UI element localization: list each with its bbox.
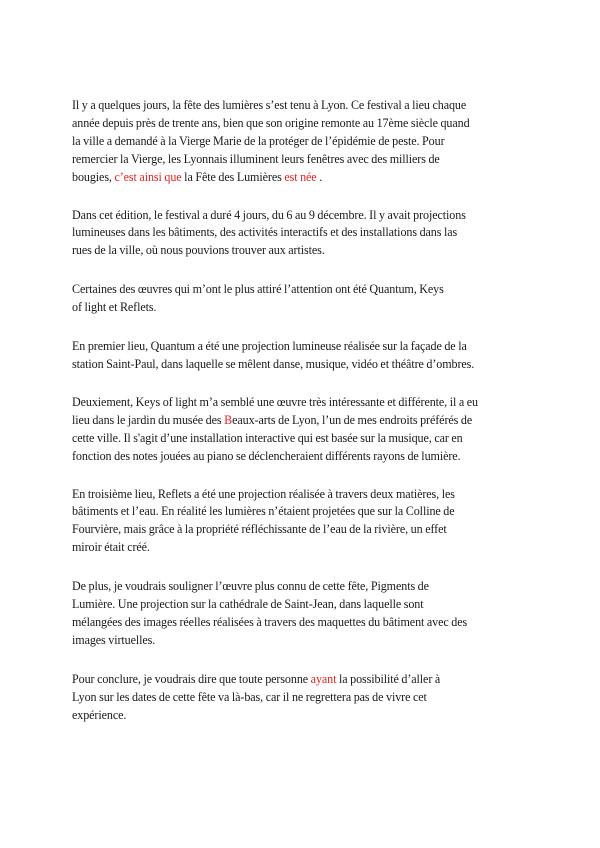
text-run: images virtuelles. (72, 632, 156, 647)
text-run: Il y a quelques jours, la fête des lumières s’est tenu à Lyon. Ce festival a lieu chaque (72, 98, 467, 112)
paragraph-edition (72, 207, 522, 261)
text-run: eaux-arts de Lyon, l’un de mes endroits préférés de (232, 412, 473, 427)
text-run: lumineuses dans les bâtiments, des activités interactifs et des installations dans las (72, 225, 458, 240)
text-line (72, 707, 522, 725)
text-line (72, 299, 522, 317)
highlighted-text: c’est ainsi que (114, 169, 182, 184)
document-body (72, 97, 522, 724)
text-line (72, 169, 522, 187)
text-run: Pour conclure, je voudrais dire que toute personne (72, 671, 311, 686)
text-line (72, 689, 522, 707)
text-run: En premier lieu, Quantum a été une projection lumineuse réalisée sur la façade de la (72, 339, 467, 354)
text-run: la ville a demandé à la Vierge Marie de la protéger de l’épidémie de peste. Pour (72, 133, 445, 148)
text-line (72, 394, 522, 412)
text-line (72, 632, 522, 650)
text-line (72, 356, 522, 374)
highlighted-text: ayant (310, 671, 337, 686)
text-line (72, 521, 522, 539)
paragraph-conclusion (72, 671, 522, 725)
paragraph-keys-of-light (72, 394, 522, 466)
text-line (72, 281, 522, 299)
text-run: Lumière. Une projection sur la cathédrale de Saint-Jean, dans laquelle sont (72, 597, 424, 612)
text-run: fonction des notes jouées au piano se déclencheraient différents rayons de lumière. (72, 448, 461, 463)
text-line (72, 412, 522, 430)
text-line (72, 596, 522, 614)
text-run: bougies, (72, 169, 115, 184)
paragraph-reflets (72, 486, 522, 558)
text-run: mélangées des images réelles réalisées à travers des maquettes du bâtiment avec des (72, 614, 468, 629)
text-run: Dans cet édition, le festival a duré 4 jours, du 6 au 9 décembre. Il y avait projections (72, 207, 466, 222)
text-run: cette ville. Il s'agit d’une installation interactive qui est basée sur la musique, car en (72, 430, 463, 445)
paragraph-fete-intro (72, 97, 522, 187)
text-line (72, 503, 522, 521)
text-run: bâtiments et l’eau. En réalité les lumières n’étaient projetées que sur la Colline de (72, 504, 455, 519)
text-run: la possibilité d’aller à (336, 671, 441, 686)
text-run: Lyon sur les dates de cette fête va là-bas, car il ne regrettera pas de vivre cet (72, 689, 427, 704)
text-line (72, 207, 522, 225)
text-line (72, 614, 522, 632)
text-run: of light et Reflets. (72, 300, 157, 315)
text-line (72, 133, 522, 151)
text-line (72, 486, 522, 504)
text-line (72, 448, 522, 466)
text-run: De plus, je voudrais souligner l’œuvre plus connu de cette fête, Pigments de (72, 579, 429, 594)
text-line (72, 671, 522, 689)
text-line (72, 115, 522, 133)
text-run: miroir était créé. (72, 540, 150, 555)
paragraph-pigments (72, 578, 522, 650)
text-run: expérience. (72, 707, 127, 722)
text-line (72, 578, 522, 596)
text-run: année depuis près de trente ans, bien que son origine remonte au 17ème siècle quand (72, 115, 470, 130)
text-run: . (316, 169, 323, 184)
text-run: rues de la ville, où nous pouvions trouver aux artistes. (72, 243, 325, 258)
text-run: En troisième lieu, Reflets a été une projection réalisée à travers deux matières, les (72, 486, 455, 501)
text-run: station Saint-Paul, dans laquelle se mêlent danse, musique, vidéo et théâtre d’ombres. (72, 356, 475, 371)
text-run: Fourvière, mais grâce à la propriété réfléchissante de l’eau de la rivière, un effet (72, 522, 447, 537)
paragraph-oeuvres (72, 281, 522, 317)
text-line (72, 242, 522, 260)
text-line (72, 430, 522, 448)
text-run: Deuxiement, Keys of light m’a semblé une œuvre très intéressante et différente, il a eu (72, 394, 478, 409)
highlighted-text: B (224, 412, 233, 427)
text-line (72, 224, 522, 242)
text-line (72, 97, 522, 115)
highlighted-text: est née (284, 169, 317, 184)
text-run: Certaines des œuvres qui m’ont le plus attiré l’attention ont été Quantum, Keys (72, 282, 444, 297)
text-run: lieu dans le jardin du musée des (72, 412, 225, 427)
text-line (72, 338, 522, 356)
paragraph-quantum (72, 338, 522, 374)
text-line (72, 539, 522, 557)
text-run: remercier la Vierge, les Lyonnais illuminent leurs fenêtres avec des milliers de (72, 151, 440, 166)
text-run: la Fête des Lumières (181, 169, 285, 184)
text-line (72, 151, 522, 169)
